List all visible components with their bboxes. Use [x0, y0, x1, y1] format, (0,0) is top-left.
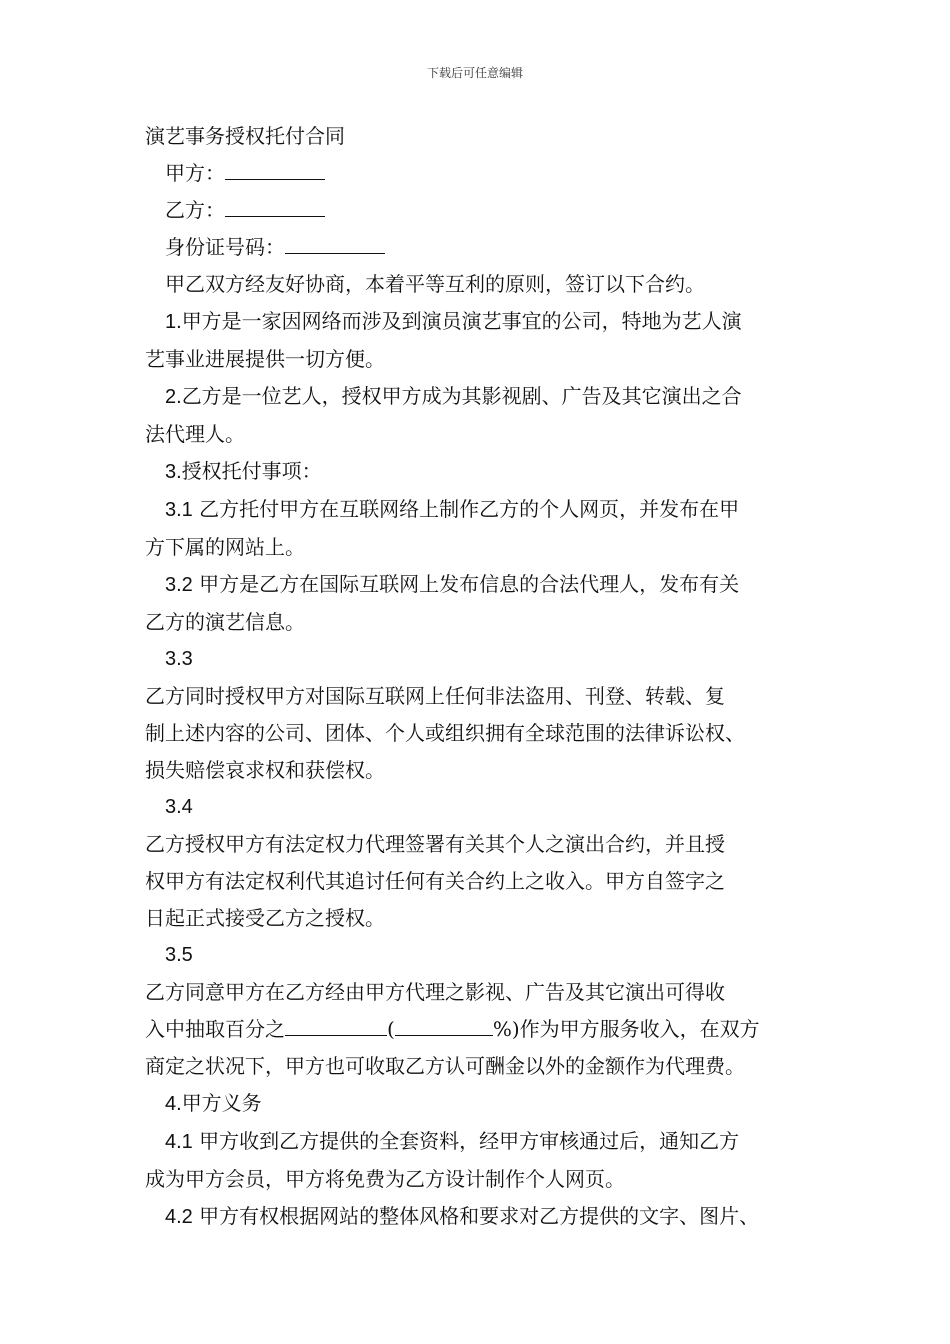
id-number-blank [285, 229, 385, 254]
percentage-words-blank [285, 1011, 387, 1036]
clause-4-1-line-1 [145, 1123, 825, 1161]
clause-3-4-line-2: 权甲方有法定权利代其追讨任何有关合约上之收入。甲方自签字之 [145, 869, 725, 893]
clause-4-number: 4. [165, 1093, 182, 1115]
clause-3-3-line-1: 乙方同时授权甲方对国际互联网上任何非法盗用、刊登、转载、复 [145, 684, 725, 708]
clause-3-1-number: 3.1 [165, 499, 193, 521]
contract-body [145, 118, 825, 1236]
clause-2-line-2: 法代理人。 [145, 422, 245, 446]
party-b-blank [225, 192, 325, 217]
clause-3-3-number: 3.3 [165, 648, 193, 670]
clause-3-1-line-1 [145, 491, 825, 529]
clause-3-1-line-2: 方下属的网站上。 [145, 535, 305, 559]
clause-3-5-paren-open: ( [387, 1017, 395, 1041]
clause-3-2-line-2: 乙方的演艺信息。 [145, 610, 305, 634]
clause-4-2-text: 甲方有权根据网站的整体风格和要求对乙方提供的文字、图片、 [192, 1204, 760, 1228]
clause-3-1-text: 乙方托付甲方在互联网络上制作乙方的个人网页，并发布在甲 [192, 497, 740, 521]
percentage-number-blank [395, 1011, 493, 1036]
clause-3-number: 3. [165, 461, 182, 483]
clause-3-5-percentage-suffix: %)作为甲方服务收入，在双方 [492, 1017, 760, 1041]
clause-4-heading [145, 1085, 825, 1123]
clause-1-number: 1. [165, 311, 182, 333]
clause-3-2-number: 3.2 [165, 574, 193, 596]
clause-3-4-line-1: 乙方授权甲方有法定权力代理签署有关其个人之演出合约，并且授 [145, 832, 725, 856]
clause-3-heading [145, 453, 825, 491]
party-b-line [145, 192, 825, 229]
clause-3-5-line-1: 乙方同意甲方在乙方经由甲方代理之影视、广告及其它演出可得收 [145, 980, 725, 1004]
clause-3-text: 授权托付事项： [181, 459, 322, 483]
clause-1-line-2: 艺事业进展提供一切方便。 [145, 347, 385, 371]
preamble: 甲乙双方经友好协商，本着平等互利的原则，签订以下合约。 [165, 272, 705, 296]
clause-4-text: 甲方义务 [181, 1091, 262, 1115]
clause-3-3-line-3: 损失赔偿哀求权和获偿权。 [145, 758, 385, 782]
document-title: 演艺事务授权托付合同 [145, 124, 345, 148]
party-b-label: 乙方： [165, 198, 225, 222]
clause-4-1-line-2: 成为甲方会员，甲方将免费为乙方设计制作个人网页。 [145, 1167, 625, 1191]
clause-4-1-number: 4.1 [165, 1131, 193, 1153]
clause-4-2-line-1 [145, 1198, 825, 1236]
clause-3-2-line-1 [145, 566, 825, 604]
clause-3-3-line-2: 制上述内容的公司、团体、个人或组织拥有全球范围的法律诉讼权、 [145, 721, 745, 745]
clause-3-5-line-2 [145, 1011, 825, 1048]
party-a-line [145, 155, 825, 192]
id-number-line [145, 229, 825, 266]
clause-3-4-line-3: 日起正式接受乙方之授权。 [145, 906, 385, 930]
clause-2-text: 乙方是一位艺人，授权甲方成为其影视剧、广告及其它演出之合 [181, 384, 742, 408]
clause-1-line-1 [145, 303, 825, 341]
clause-2-number: 2. [165, 386, 182, 408]
id-number-label: 身份证号码： [165, 235, 285, 259]
party-a-label: 甲方： [165, 161, 225, 185]
clause-3-5-number: 3.5 [165, 944, 193, 966]
clause-2-line-1 [145, 378, 825, 416]
clause-3-4-number: 3.4 [165, 796, 193, 818]
clause-1-text: 甲方是一家因网络而涉及到演员演艺事宜的公司，特地为艺人演 [181, 309, 742, 333]
clause-3-5-percentage-prefix: 入中抽取百分之 [145, 1017, 285, 1041]
header-note: 下载后可任意编辑 [426, 66, 523, 80]
clause-3-5-line-3: 商定之状况下，甲方也可收取乙方认可酬金以外的金额作为代理费。 [145, 1054, 745, 1078]
clause-4-1-text: 甲方收到乙方提供的全套资料，经甲方审核通过后，通知乙方 [192, 1129, 740, 1153]
clause-3-2-text: 甲方是乙方在国际互联网上发布信息的合法代理人，发布有关 [192, 572, 740, 596]
party-a-blank [225, 155, 325, 180]
clause-4-2-number: 4.2 [165, 1206, 193, 1228]
